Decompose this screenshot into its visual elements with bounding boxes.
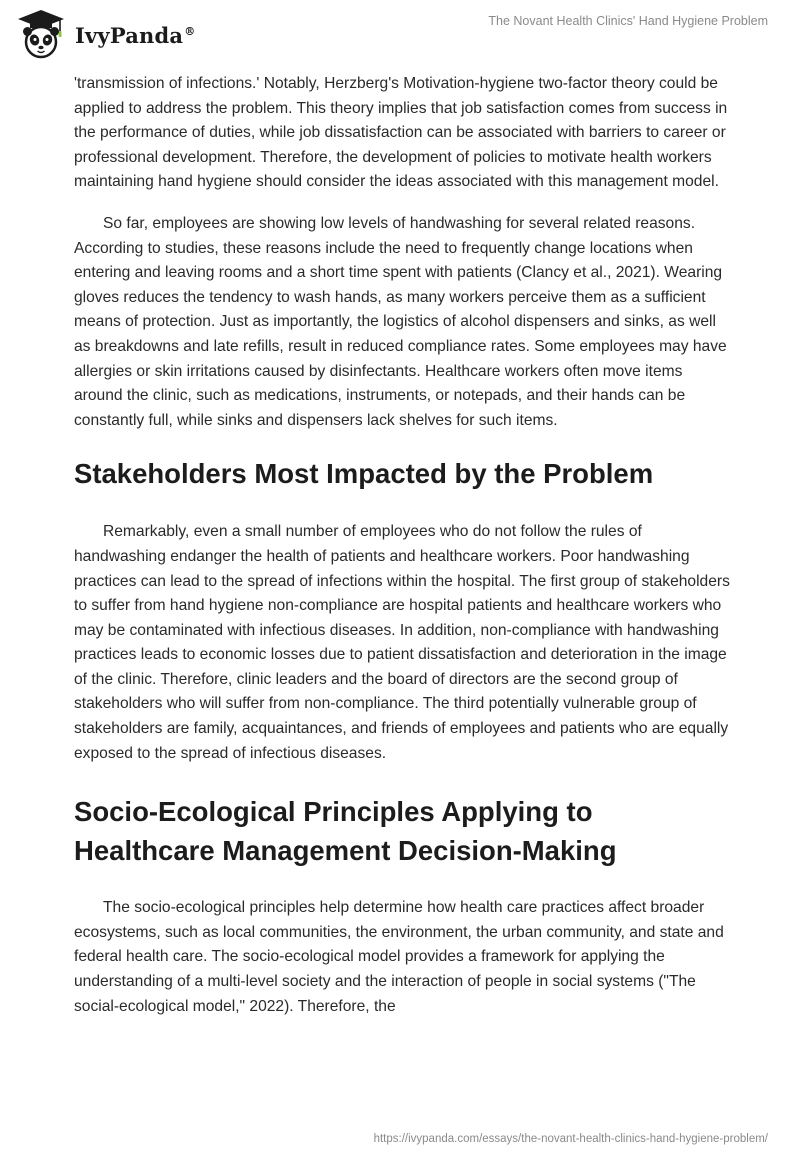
paragraph-low-handwashing: So far, employees are showing low levels of handwashing for several related reasons. According to studies, these reasons include the need to frequently change locations when entering and leaving rooms and a short time spent with patients (Clancy et al., 2021). Wearing gloves reduces the tendency to wash hands, as many workers perceive them as a sufficient means of protection. Just as importantly, the logistics of alcohol dispensers and sinks, as well as breakdowns and late refills, result in reduced compliance rates. Some employees may have allergies or skin irritations caused by disinfectants. Healthcare workers often move items around the clinic, such as medications, instruments, or notepads, and their hands can be constantly full, while sinks and dispensers lack shelves for such items.: [74, 214, 727, 429]
source-url[interactable]: https://ivypanda.com/essays/the-novant-health-clinics-hand-hygiene-problem/: [373, 1133, 768, 1145]
document-title: The Novant Health Clinics' Hand Hygiene Problem: [488, 14, 768, 28]
page-header: [0, 0, 800, 70]
panda-graduate-icon: [14, 8, 68, 62]
paragraph-socio-ecological: The socio-ecological principles help determine how health care practices affect broader ecosystems, such as local communities, the environment, the urban community, and state and federal health care. The socio-ecological model provides a framework for applying the understanding of a multi-level society and the interaction of people in social systems ("The social-ecological model," 2022). Therefore, the: [74, 899, 724, 1015]
heading-stakeholders: Stakeholders Most Impacted by the Problem: [74, 458, 654, 490]
brand-name: IvyPanda®: [75, 22, 196, 48]
paragraph-stakeholders: Remarkably, even a small number of employees who do not follow the rules of handwashing endanger the health of patients and healthcare workers. Poor handwashing practices can lead to the spread of infections within the hospital. The first group of stakeholders to suffer from hand hygiene non-compliance are hospital patients and healthcare workers who may be contaminated with infectious diseases. In addition, non-compliance with handwashing practices leads to economic losses due to patient dissatisfaction and deterioration in the image of the clinic. Therefore, clinic leaders and the board of directors are the second group of stakeholders who will suffer from non-compliance. The third potentially vulnerable group of stakeholders are family, acquaintances, and friends of employees and patients who are equally exposed to the spread of infectious diseases.: [74, 523, 730, 762]
heading-socio-ecological: Socio-Ecological Principles Applying to Healthcare Management Decision-Making: [74, 796, 617, 867]
brand-logo[interactable]: [14, 8, 195, 62]
paragraph-motivation-theory: 'transmission of infections.' Notably, Herzberg's Motivation-hygiene two-factor theory could be applied to address the problem. This theory implies that job satisfaction comes from success in the performance of duties, while job dissatisfaction can be associated with barriers to career or professional development. Therefore, the development of policies to motivate health workers maintaining hand hygiene should consider the ideas associated with this management model.: [74, 75, 728, 191]
essay-body: [74, 70, 734, 1019]
